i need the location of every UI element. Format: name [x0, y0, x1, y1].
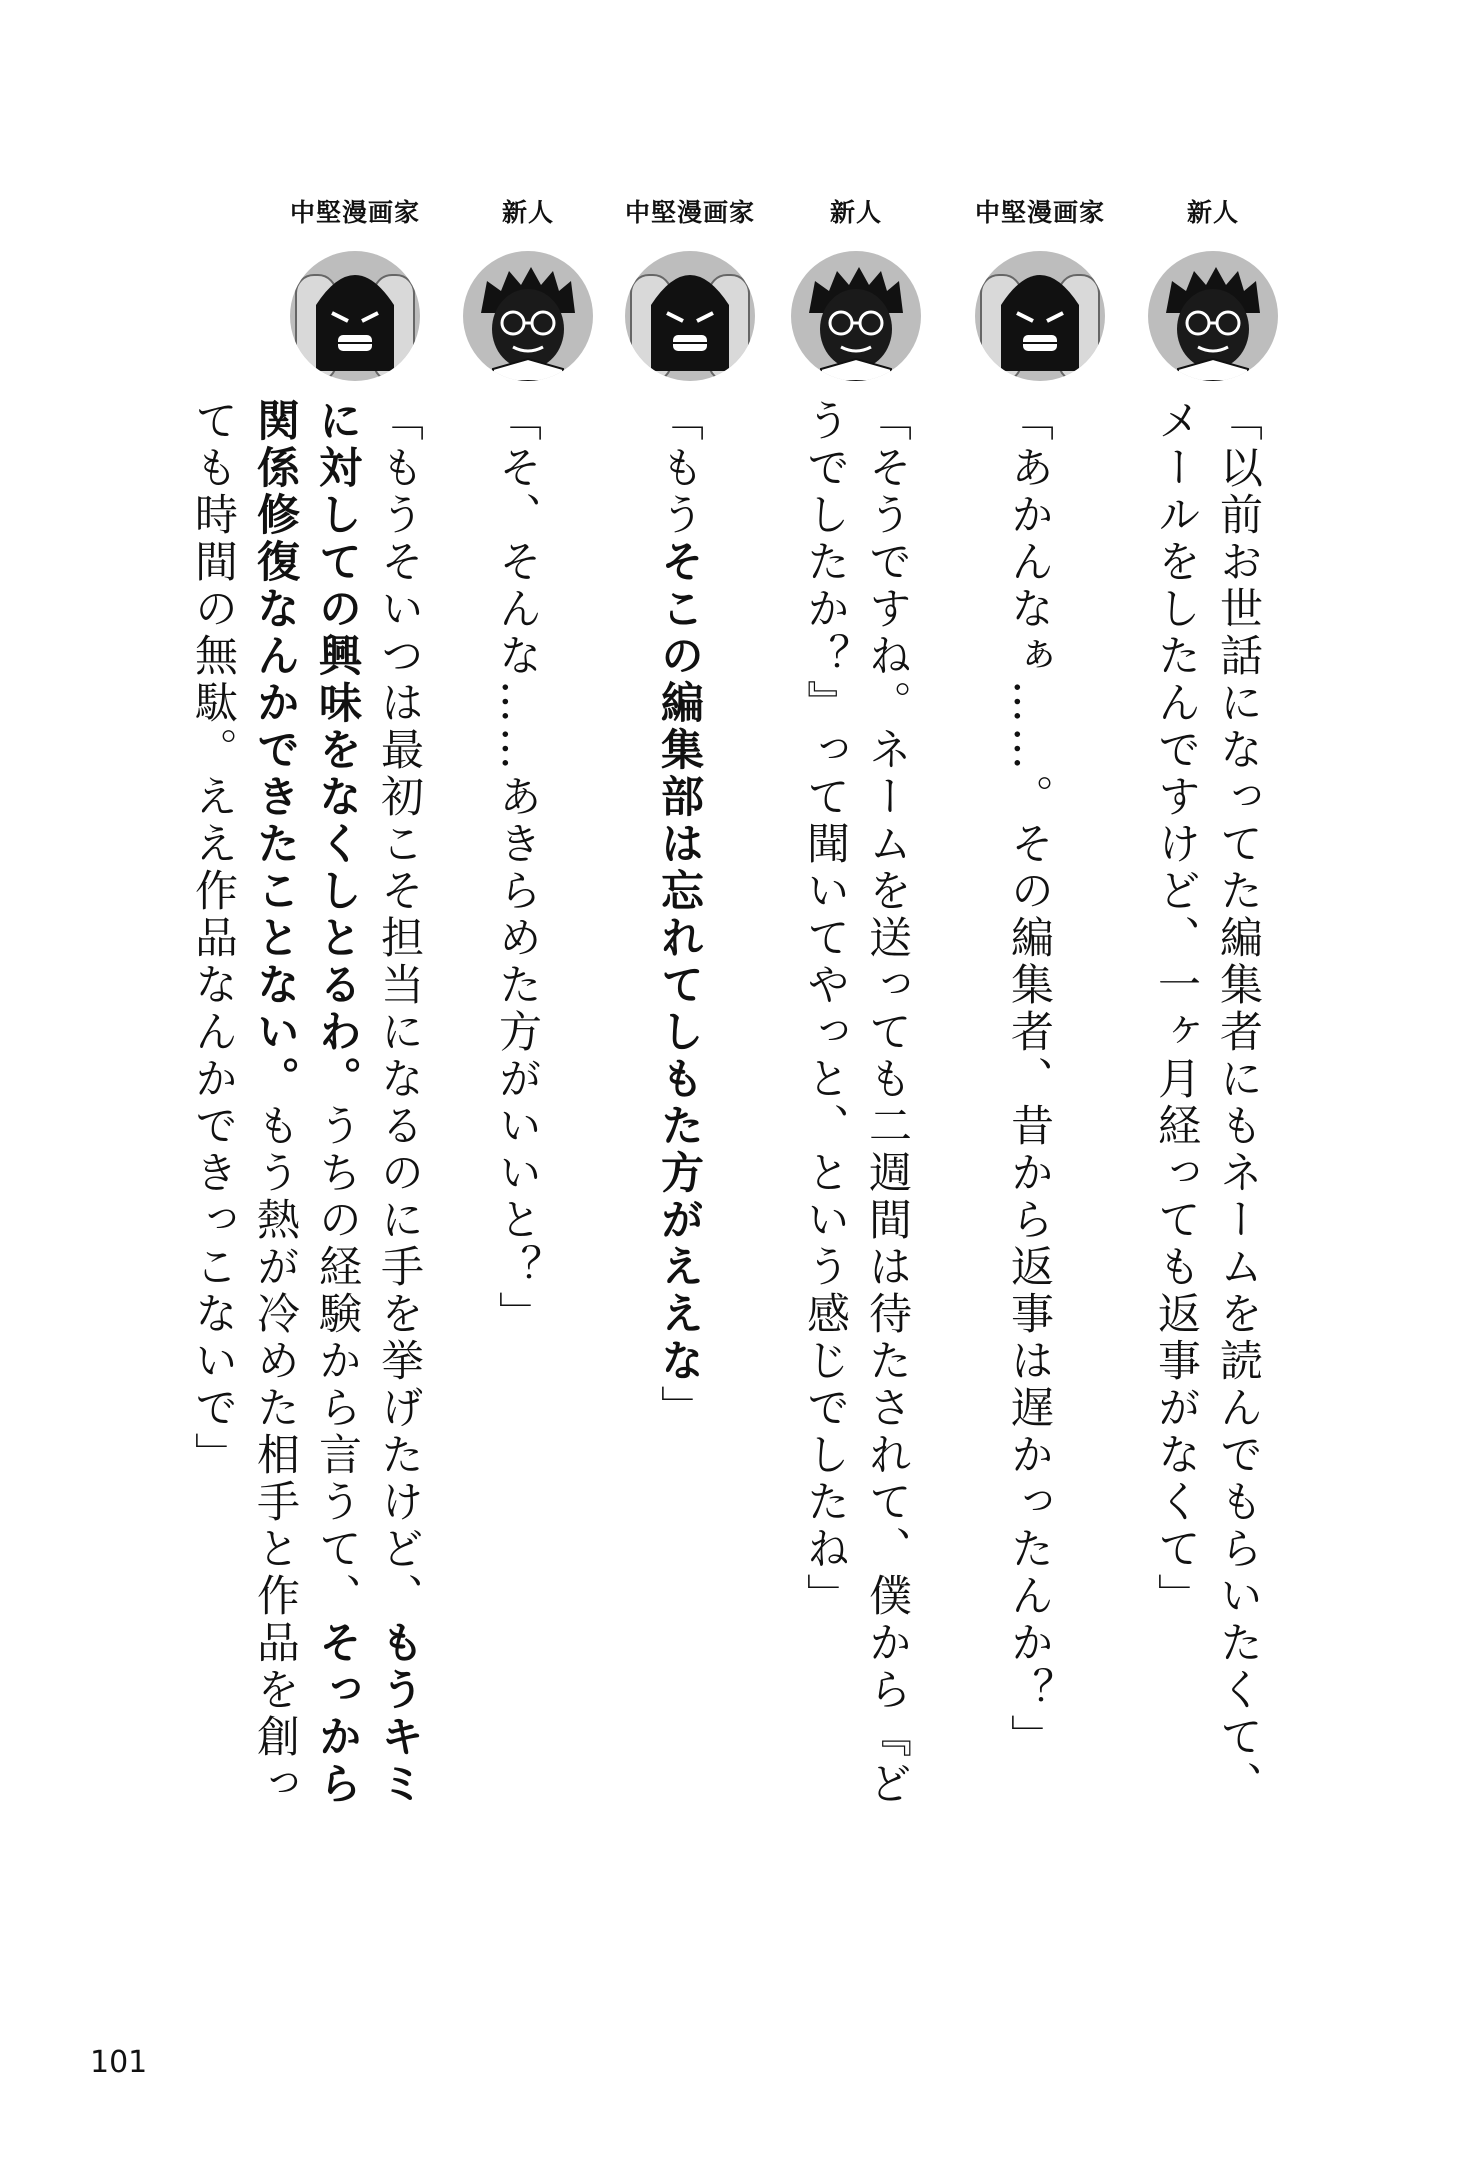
rookie-avatar-icon	[791, 251, 921, 381]
dialogue-line-1	[1139, 398, 1269, 1838]
dialogue-line-5	[478, 398, 548, 1838]
bold-emphasis-text: そっから関係修復なんかできたことない。	[250, 398, 362, 1808]
speaker-label: 新人	[1186, 198, 1239, 227]
bold-emphasis-text: もうキミに対しての興味をなくしとるわ。	[312, 398, 424, 1808]
speaker-label: 中堅漫画家	[289, 198, 420, 227]
speaker-4	[605, 195, 775, 381]
dialogue-text: 「そ、そんな……あきらめた方がいいと？」	[492, 398, 542, 1338]
dialogue-text: 」	[654, 1385, 704, 1432]
dialogue-line-6	[160, 398, 430, 1838]
speaker-2	[955, 195, 1125, 381]
speaker-6	[270, 195, 440, 381]
speaker-label: 新人	[501, 198, 554, 227]
dialogue-text: うちの経験から言うて、	[312, 1103, 362, 1620]
bold-emphasis-text: そこの編集部は忘れてしもた方がええな	[654, 539, 704, 1385]
speaker-1	[1128, 195, 1298, 381]
dialogue-text: 「もうそいつは最初こそ担当になるのに手を挙げたけど、	[374, 398, 424, 1620]
dialogue-line-4	[640, 398, 710, 1838]
dialogue-text: もう熱が冷めた相手と作品を創っても時間の無駄。ええ作品なんかできっこないで」	[188, 398, 300, 1808]
dialogue-text: 「以前お世話になってた編集者にもネームを読んでもらいたくて、メールをしたんですけど、一ヶ月経っても返事がなくて」	[1151, 398, 1263, 1808]
speaker-label: 中堅漫画家	[974, 198, 1105, 227]
dialogue-line-3	[788, 398, 918, 1838]
dialogue-text: 「あかんなぁ……。その編集者、昔から返事は遅かったんか？」	[1004, 398, 1054, 1761]
veteran-avatar-icon	[625, 251, 755, 381]
page-number: 101	[90, 2045, 148, 2080]
rookie-avatar-icon	[463, 251, 593, 381]
speaker-3	[771, 195, 941, 381]
speaker-label: 新人	[829, 198, 882, 227]
dialogue-text: 「そうですね。ネームを送っても二週間は待たされて、僕から『どうでしたか？』って聞いてやっと、という感じでしたね」	[800, 398, 912, 1808]
veteran-avatar-icon	[290, 251, 420, 381]
dialogue-text: 「もう	[654, 398, 704, 539]
dialogue-line-2	[990, 398, 1060, 1838]
veteran-avatar-icon	[975, 251, 1105, 381]
speaker-5	[443, 195, 613, 381]
rookie-avatar-icon	[1148, 251, 1278, 381]
speaker-label: 中堅漫画家	[624, 198, 755, 227]
